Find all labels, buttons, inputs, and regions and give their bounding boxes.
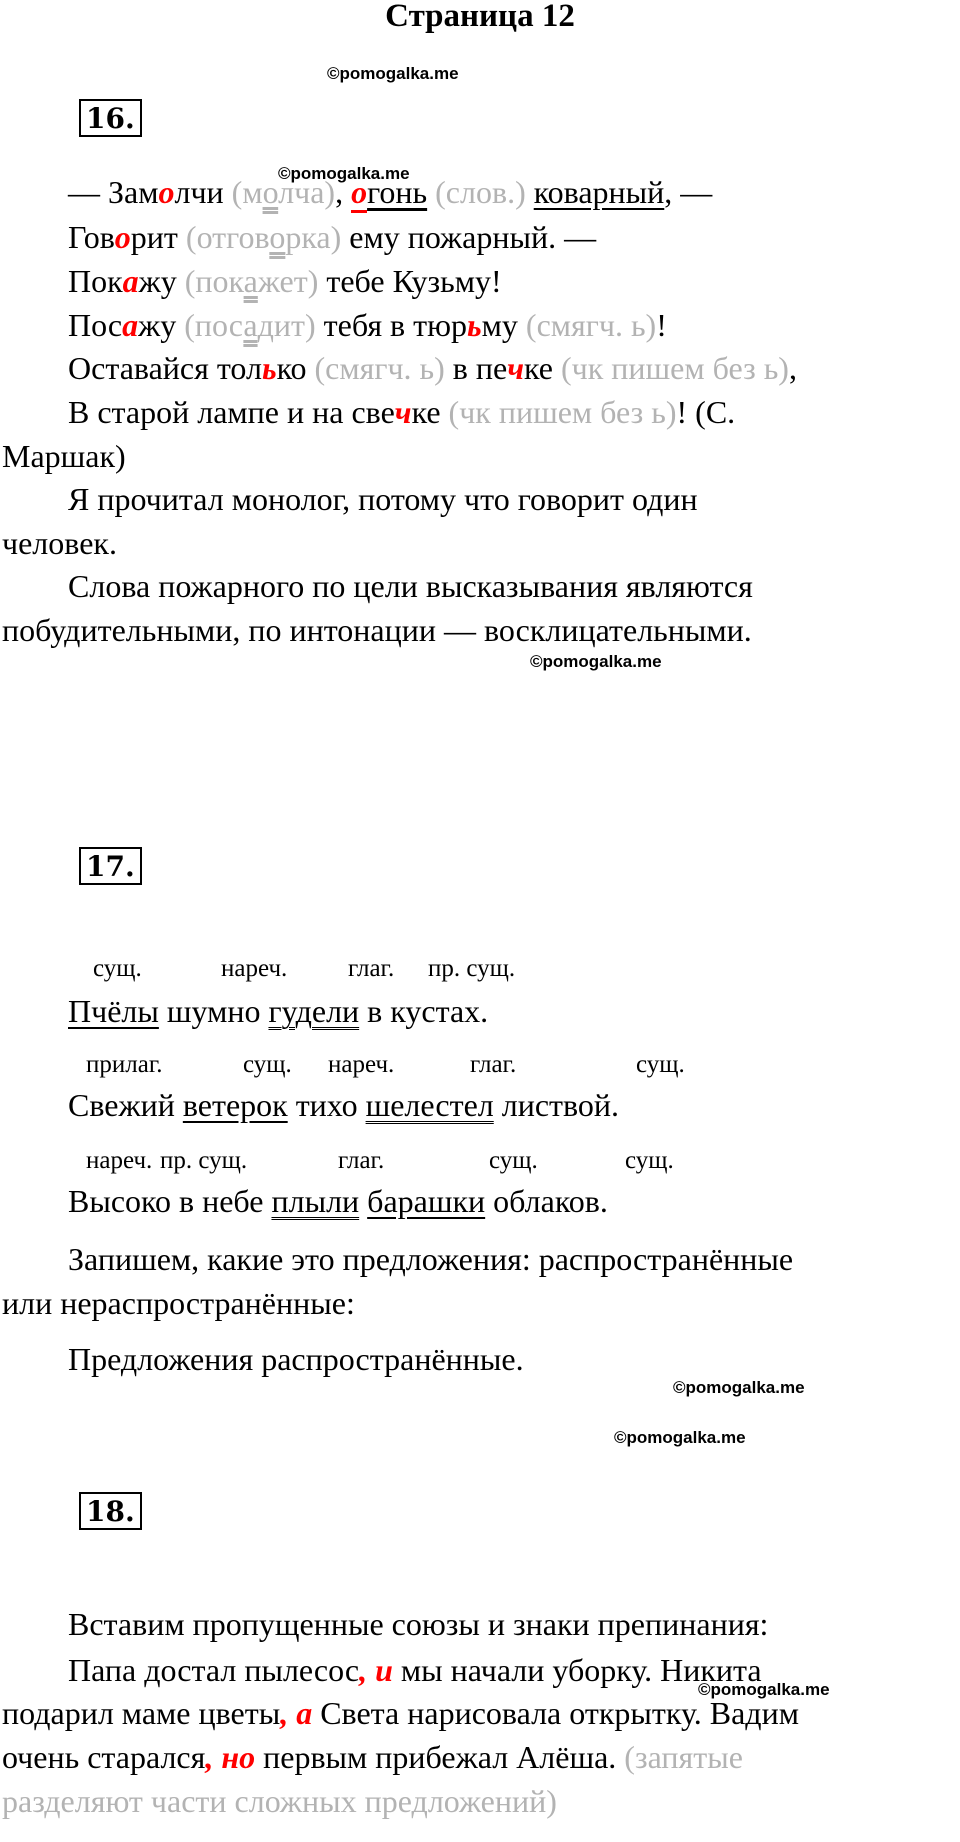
pos-label: сущ.	[625, 1147, 674, 1174]
pos-label: сущ.	[636, 1051, 685, 1078]
poem-line-4: Посажу (посадит) тебя в тюрьму (смягч. ь)!	[68, 307, 667, 343]
answer-line-2: подарил маме цветы, а Света нарисовала открытку. Вадим	[2, 1695, 799, 1731]
pos-label: пр. сущ.	[160, 1147, 248, 1174]
poem-line-1: — Замолчи (молча), огонь (слов.) коварный, —	[68, 172, 712, 212]
answer: Предложения распространённые.	[68, 1341, 524, 1377]
note: разделяют части сложных предложений)	[2, 1783, 557, 1819]
answer-line-1: Папа достал пылесос, и мы начали уборку. Никита	[68, 1652, 762, 1688]
watermark: ©pomogalka.me	[698, 1680, 830, 1699]
paragraph: или нераспространённые:	[2, 1285, 355, 1321]
pos-label: глаг.	[338, 1147, 385, 1174]
pos-label: пр. сущ.	[428, 955, 516, 982]
pos-label: сущ.	[489, 1147, 538, 1174]
pos-label: глаг.	[470, 1051, 517, 1078]
sentence-3: Высоко в небе плыли барашки облаков.	[68, 1183, 608, 1219]
sentence-1: Пчёлы шумно гудели в кустах.	[68, 993, 489, 1029]
watermark: ©pomogalka.me	[614, 1428, 746, 1447]
poem-author: Маршак)	[2, 438, 126, 474]
watermark: ©pomogalka.me	[278, 164, 410, 183]
pos-label: сущ.	[243, 1051, 292, 1078]
poem-line-3: Покажу (покажет) тебе Кузьму!	[68, 263, 502, 299]
page-title: Страница 12	[385, 0, 575, 34]
paragraph: Я прочитал монолог, потому что говорит один	[68, 481, 698, 517]
watermark: ©pomogalka.me	[673, 1378, 805, 1397]
pos-label: нареч.	[221, 955, 288, 982]
task-number-18: 18.	[79, 1492, 142, 1530]
watermark: ©pomogalka.me	[530, 652, 662, 671]
pos-label: глаг.	[348, 955, 395, 982]
sentence-2: Свежий ветерок тихо шелестел листвой.	[68, 1087, 620, 1123]
pos-label: сущ.	[93, 955, 142, 982]
pos-label: нареч.	[86, 1147, 153, 1174]
poem-line-2: Говорит (отговорка) ему пожарный. —	[68, 219, 597, 255]
poem-line-5: Оставайся только (смягч. ь) в печке (чк пишем без ь),	[68, 350, 797, 386]
poem-line-6: В старой лампе и на свечке (чк пишем без ь)! (С.	[68, 394, 736, 430]
pos-label: прилаг.	[86, 1051, 163, 1078]
paragraph: Слова пожарного по цели высказывания являются	[68, 568, 753, 604]
paragraph: Вставим пропущенные союзы и знаки препинания:	[68, 1606, 769, 1642]
paragraph: человек.	[2, 525, 117, 561]
paragraph: побудительными, по интонации — восклицательными.	[2, 612, 752, 648]
pos-label: нареч.	[328, 1051, 395, 1078]
paragraph: Запишем, какие это предложения: распространённые	[68, 1241, 794, 1277]
task-number-17: 17.	[79, 847, 142, 885]
answer-line-3: очень старался, но первым прибежал Алёша. (запятые	[2, 1739, 743, 1775]
task-number-16: 16.	[79, 99, 142, 137]
watermark: ©pomogalka.me	[327, 64, 459, 83]
